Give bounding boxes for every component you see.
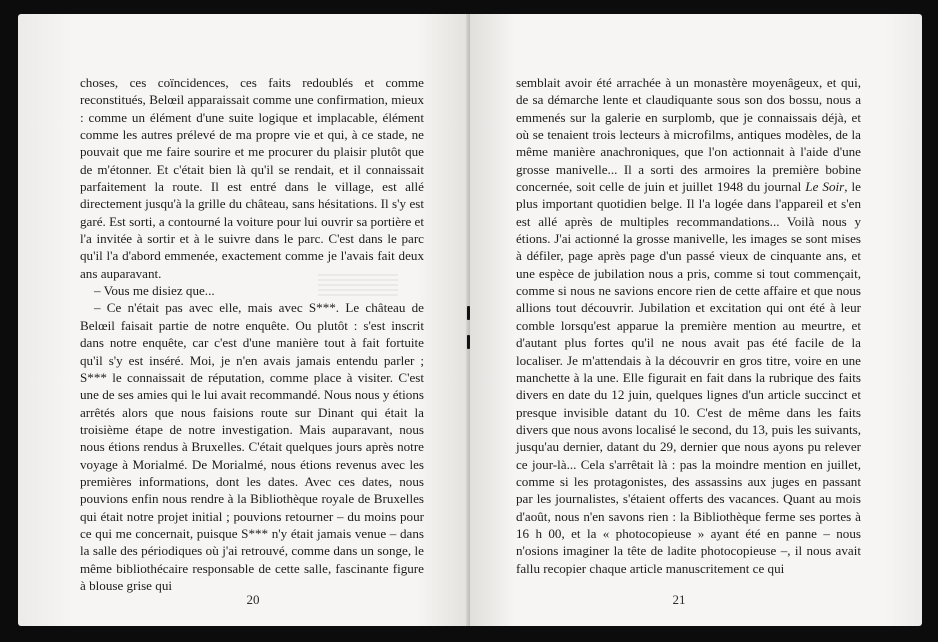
right-page [470, 14, 922, 626]
paragraph-part: semblait avoir été arrachée à un monastère moyenâgeux, et qui, de sa démarche lente et claudiquante sous son dos bossu, nous a emmenés sur la galerie en surplomb, que je connaissais déjà, et où se tenaient trois lecteurs à microfilms, antiques modèles, de la même manière anachroniques, que l'on actionnait à l'aide d'une grosse manivelle... Il a sorti des armoires la première bobine concernée, soit celle de juin et juillet 1948 du journal [516, 75, 861, 195]
paragraph: – Vous me disiez que... [94, 283, 215, 299]
left-page [18, 14, 470, 626]
newspaper-title: Le Soir [805, 179, 845, 195]
paragraph: choses, ces coïncidences, ces faits redoublés et comme reconstitués, Belœil apparaissait comme une confirmation, mieux : comme un élément d'une suite logique et implacable, élément comme les autres prélevé de ma propre vie et qui, à ce stade, ne pouvait que me faire sourire et me procurer du plaisir plutôt que de m'étonner. Et c'était bien là qu'il se rendait, et il connaissait parfaitement la route. Il est entré dans le village, est allé directement jusqu'à la grille du château, sans hésitations. Il s'y est garé. Est sorti, a contourné la voiture pour lui ouvrir sa portière et l'a invitée à sortir et à le suivre dans le parc. C'est dans le parc qu'il l'a d'abord emmenée, exactement comme je l'avais fait deux ans auparavant. [80, 75, 424, 281]
right-page-text [516, 74, 861, 577]
paragraph: – Ce n'était pas avec elle, mais avec S***. Le château de Belœil faisait partie de notre enquête. Ou plutôt : s'est inscrit dans notre enquête, car c'est d'une manière tout à fait fortuite qu'il s'y est inséré. Moi, je n'en avais jamais entendu parler ; S*** le connaissait de réputation, comme place à visiter. C'est une de ses amies qui le lui avait recommandé. Nous nous y étions arrêtés alors que nous faisions route sur Dinant qui était la troisième étape de notre investigation. Mais auparavant, nous nous étions rendus à Bruxelles. C'était quelques jours après notre voyage à Morialmé. De Morialmé, nous étions revenus avec les premières informations, dont les dates. Avec ces dates, nous pouvions enfin nous rendre à la Bibliothèque royale de Bruxelles qui était notre projet initial ; pouvions retourner – du moins pour ce qui me concernait, puisque S*** n'y était jamais venue – dans la salle des périodiques où j'ai retrouvé, comme dans un songe, le même bibliothécaire responsable de cette salle, fascinante figure à blouse grise qui [80, 300, 424, 593]
left-page-text [80, 74, 424, 594]
paragraph [516, 74, 861, 577]
paragraph-part: , le plus important quotidien belge. Il l'a logée dans l'appareil et s'en est allé après de multiples recommandations... Voilà nous y étions. J'ai actionné la grosse manivelle, les images se sont mises à défiler, page après page d'un passé vieux de cinquante ans, et une espèce de jubilation nous a pris, comme si tout commençait, comme si nous ne savions encore rien de cette affaire et que nous allions tout découvrir. Jubilation et excitation qui ont été à leur comble lorsqu'est apparue la première mention au meurtre, et d'autant plus fortes qu'il ne nous avait pas été facile de la localiser. Je m'attendais à la découvrir en gros titre, voire en une manchette à la une. Elle figurait en fait dans la rubrique des faits divers en date du 12 juin, quelques lignes d'un article succinct et presque invisible datant du 10. C'est de même dans les faits divers que nous avons localisé le second, du 13, puis les suivants, jusqu'au dernier, datant du 29, dernier que nous ayons pu relever ce jour-là... Cela s'arrêtait là : pas la moindre mention en juillet, comme si les protagonistes, des assassins aux juges en passant par les journalistes, s'étaient offerts des vacances. Quant au mois d'août, nous n'en savons rien : la Bibliothèque ferme ses portes à 16 h 00, et la « photocopieuse » ayant été en panne – nous n'osions imaginer la tête de ladite photocopieuse –, il nous avait fallu recopier chaque article manuscritement ce qui [516, 179, 861, 576]
page-number: 21 [672, 592, 686, 607]
page-number: 20 [246, 592, 260, 607]
